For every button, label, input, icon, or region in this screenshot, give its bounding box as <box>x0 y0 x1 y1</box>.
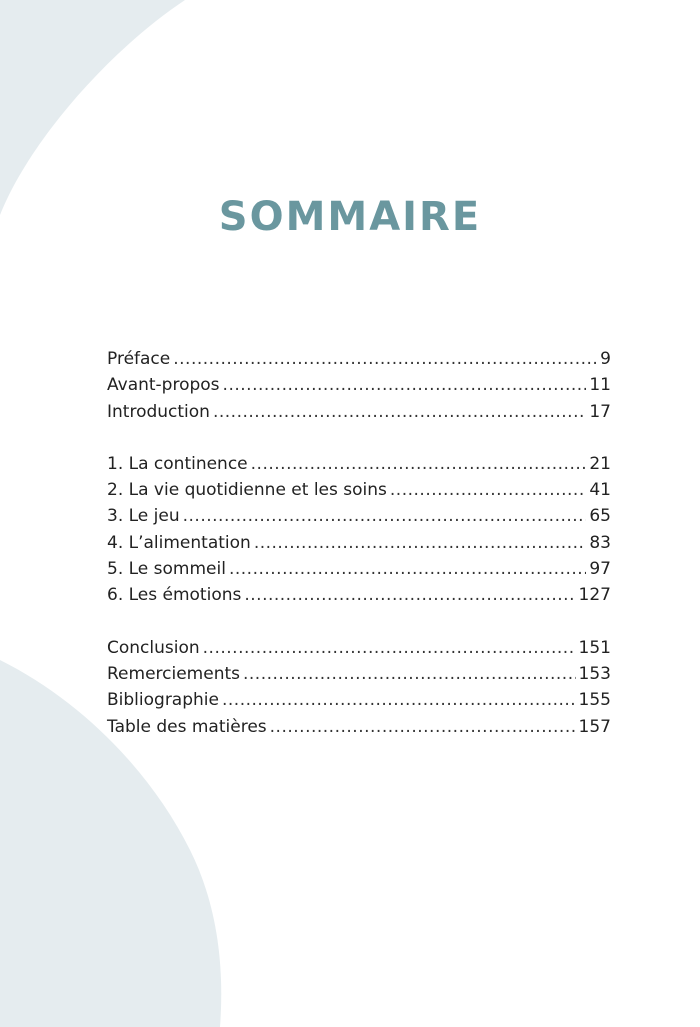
toc-leader-dots <box>229 556 586 582</box>
toc-page-number: 11 <box>589 375 611 396</box>
toc-page-number: 155 <box>578 690 611 711</box>
page-title: SOMMAIRE <box>218 194 482 240</box>
table-of-contents <box>107 346 611 766</box>
toc-leader-dots <box>222 687 576 713</box>
toc-entry-label: 2. La vie quotidienne et les soins <box>107 480 387 501</box>
toc-entry-label: Bibliographie <box>107 690 219 711</box>
toc-entry-label: 4. L’alimentation <box>107 532 251 553</box>
toc-entry[interactable] <box>107 530 611 556</box>
toc-leader-dots <box>173 346 597 372</box>
toc-page-number: 17 <box>589 401 611 422</box>
toc-leader-dots <box>390 477 586 503</box>
toc-entry-label: 6. Les émotions <box>107 585 242 606</box>
toc-leader-dots <box>243 661 576 687</box>
toc-entry[interactable] <box>107 582 611 608</box>
toc-group <box>107 635 611 740</box>
toc-page-number: 41 <box>589 480 611 501</box>
toc-entry[interactable] <box>107 346 611 372</box>
toc-entry-label: Introduction <box>107 401 210 422</box>
toc-entry-label: Conclusion <box>107 637 200 658</box>
toc-leader-dots <box>203 635 576 661</box>
toc-leader-dots <box>223 372 587 398</box>
toc-page-number: 9 <box>600 349 611 369</box>
toc-page-number: 83 <box>589 532 611 553</box>
toc-entry[interactable] <box>107 399 611 425</box>
toc-entry[interactable] <box>107 635 611 661</box>
toc-entry[interactable] <box>107 372 611 398</box>
toc-entry-label: Table des matières <box>107 716 267 737</box>
toc-entry[interactable] <box>107 556 611 582</box>
toc-leader-dots <box>183 503 587 529</box>
toc-entry-label: 5. Le sommeil <box>107 559 226 580</box>
toc-page-number: 21 <box>589 453 611 474</box>
toc-entry[interactable] <box>107 687 611 713</box>
toc-entry-label: Avant-propos <box>107 375 220 396</box>
toc-group <box>107 346 611 425</box>
toc-entry-label: 3. Le jeu <box>107 506 180 527</box>
toc-page-number: 153 <box>578 663 611 684</box>
toc-group <box>107 451 611 609</box>
toc-entry[interactable] <box>107 661 611 687</box>
toc-leader-dots <box>254 530 587 556</box>
toc-entry[interactable] <box>107 503 611 529</box>
toc-page-number: 157 <box>578 716 611 737</box>
toc-entry[interactable] <box>107 451 611 477</box>
toc-page-number: 127 <box>578 585 611 606</box>
toc-leader-dots <box>244 582 575 608</box>
toc-leader-dots <box>270 714 576 740</box>
toc-leader-dots <box>213 399 586 425</box>
toc-entry-label: Préface <box>107 349 171 369</box>
toc-page-number: 97 <box>589 559 611 580</box>
toc-page-number: 151 <box>578 637 611 658</box>
toc-page-number: 65 <box>589 506 611 527</box>
toc-entry-label: 1. La continence <box>107 453 248 474</box>
toc-entry[interactable] <box>107 477 611 503</box>
toc-leader-dots <box>251 451 587 477</box>
toc-entry-label: Remerciements <box>107 663 240 684</box>
toc-entry[interactable] <box>107 714 611 740</box>
